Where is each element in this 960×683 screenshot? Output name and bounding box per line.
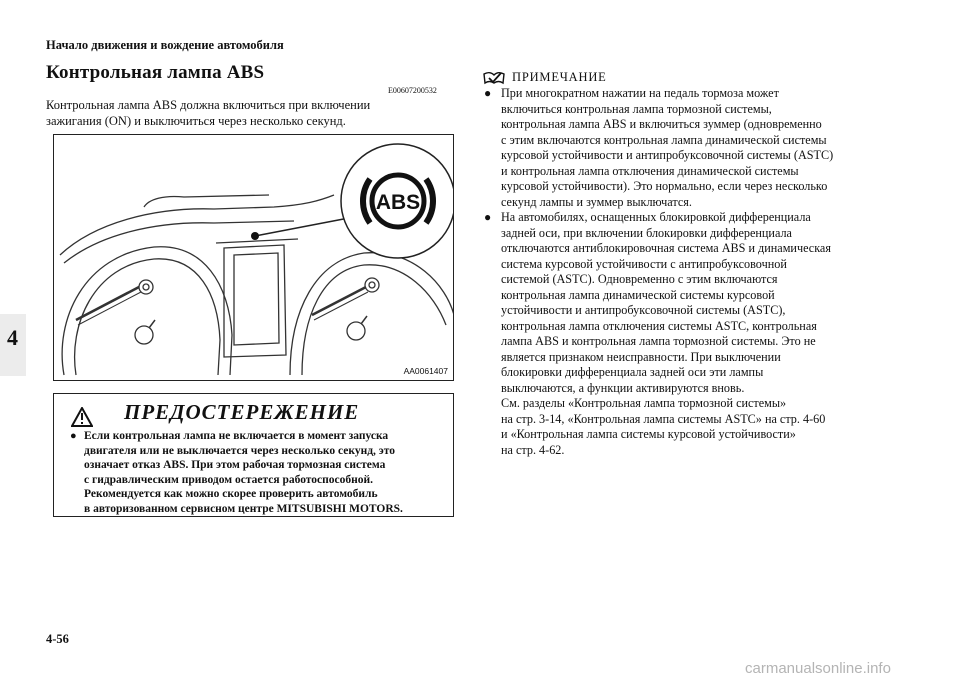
warning-box	[53, 393, 454, 517]
note-line: секунд лампы и зуммер выключатся.	[501, 194, 692, 209]
intro-line: Контрольная лампа ABS должна включиться при включении	[46, 98, 371, 112]
note-line: На автомобилях, оснащенных блокировкой дифференциала	[501, 210, 811, 224]
abs-lamp-label: ABS	[375, 191, 421, 214]
intro-text	[46, 98, 456, 129]
note-line: блокировки дифференциала задней оси эти лампы	[501, 365, 764, 379]
callout-leader	[255, 217, 354, 236]
section-code: E00607200532	[388, 86, 437, 95]
warning-line: с гидравлическим приводом остается работоспособной.	[84, 473, 374, 486]
warning-title: ПРЕДОСТЕРЕЖЕНИЕ	[124, 400, 360, 424]
warning-line: Рекомендуется как можно скорее проверить автомобиль	[84, 488, 378, 500]
note-line: отключаются антиблокировочная система ABS и динамическая	[501, 241, 831, 255]
note-line: задней оси, при включении блокировки дифференциала	[501, 225, 792, 240]
section-title: Контрольная лампа ABS	[46, 62, 265, 83]
warning-body	[70, 429, 450, 516]
note-line: лампа ABS и контрольная лампа тормозной системы. Это не	[501, 334, 816, 348]
bullet-icon: ●	[484, 86, 492, 100]
cluster-hood-lip	[144, 195, 269, 207]
callout-point	[251, 232, 259, 240]
note-line: курсовой устойчивости). Это нормально, если через несколько	[501, 179, 828, 193]
note-line: и «Контрольная лампа системы курсовой устойчивости»	[501, 427, 796, 441]
note-line: контрольная лампа отключения системы ASTC, контрольная	[501, 318, 817, 333]
page-number: 4-56	[46, 632, 69, 646]
speedometer-gauge	[62, 247, 232, 375]
bullet-icon: ●	[484, 210, 492, 224]
note-line: система курсовой устойчивости с антипробуксовочной	[501, 256, 787, 271]
note-item-2	[484, 210, 904, 458]
note-pen-icon	[482, 71, 506, 85]
cluster-hood-outline	[60, 195, 334, 255]
note-line: с этим включаются контрольная лампа динамической системы	[501, 132, 827, 147]
note-line: контрольная лампа динамической системы курсовой	[501, 287, 775, 302]
running-header: Начало движения и вождение автомобиля	[46, 38, 284, 52]
note-body	[484, 86, 904, 458]
note-line: на стр. 4-62.	[501, 442, 565, 457]
note-line: включиться контрольная лампа тормозной системы,	[501, 101, 772, 116]
figure-code: AA0061407	[403, 366, 448, 376]
warning-header	[64, 400, 444, 428]
note-title: ПРИМЕЧАНИЕ	[512, 70, 607, 84]
note-line: устойчивости и антипробуксовочной системы (ASTC),	[501, 303, 786, 317]
note-line: контрольная лампа ABS и включиться зуммер (одновременно	[501, 117, 822, 131]
chapter-number: 4	[7, 325, 18, 350]
note-line: выключаются, а функции активируются вновь.	[501, 380, 745, 395]
warning-triangle-icon	[71, 407, 93, 427]
warning-line: Если контрольная лампа не включается в момент запуска	[84, 430, 389, 442]
note-line: См. разделы «Контрольная лампа тормозной системы»	[501, 396, 787, 410]
note-item-1	[484, 86, 904, 210]
warning-line: двигателя или не выключается через несколько секунд, это	[84, 444, 395, 457]
note-line: системой (ASTC). Одновременно с этим включаются	[501, 272, 778, 286]
intro-line: зажигания (ON) и выключиться через несколько секунд.	[46, 113, 346, 128]
warning-line: означает отказ ABS. При этом рабочая тормозная система	[84, 459, 386, 471]
warning-item	[70, 429, 450, 516]
note-line: курсовой устойчивости и антипробуксовочной системы (ASTC)	[501, 148, 834, 162]
note-line: При многократном нажатии на педаль тормоза может	[501, 86, 779, 100]
note-line: является признаком неисправности. При выключении	[501, 349, 781, 364]
abs-lamp-callout	[341, 144, 454, 258]
instrument-cluster-illustration	[54, 135, 454, 381]
note-line: и контрольная лампа отключения динамической системы	[501, 163, 799, 178]
warning-line: в авторизованном сервисном центре MITSUBISHI MOTORS.	[84, 502, 403, 515]
instrument-cluster-figure	[53, 134, 454, 381]
tachometer-gauge	[290, 253, 454, 375]
cluster-hood-inner	[64, 221, 294, 263]
center-display	[216, 239, 298, 357]
note-line: на стр. 3-14, «Контрольная лампа системы ASTC» на стр. 4-60	[501, 411, 826, 426]
bullet-icon: ●	[70, 430, 77, 442]
watermark: carmanualsonline.info	[745, 660, 891, 677]
